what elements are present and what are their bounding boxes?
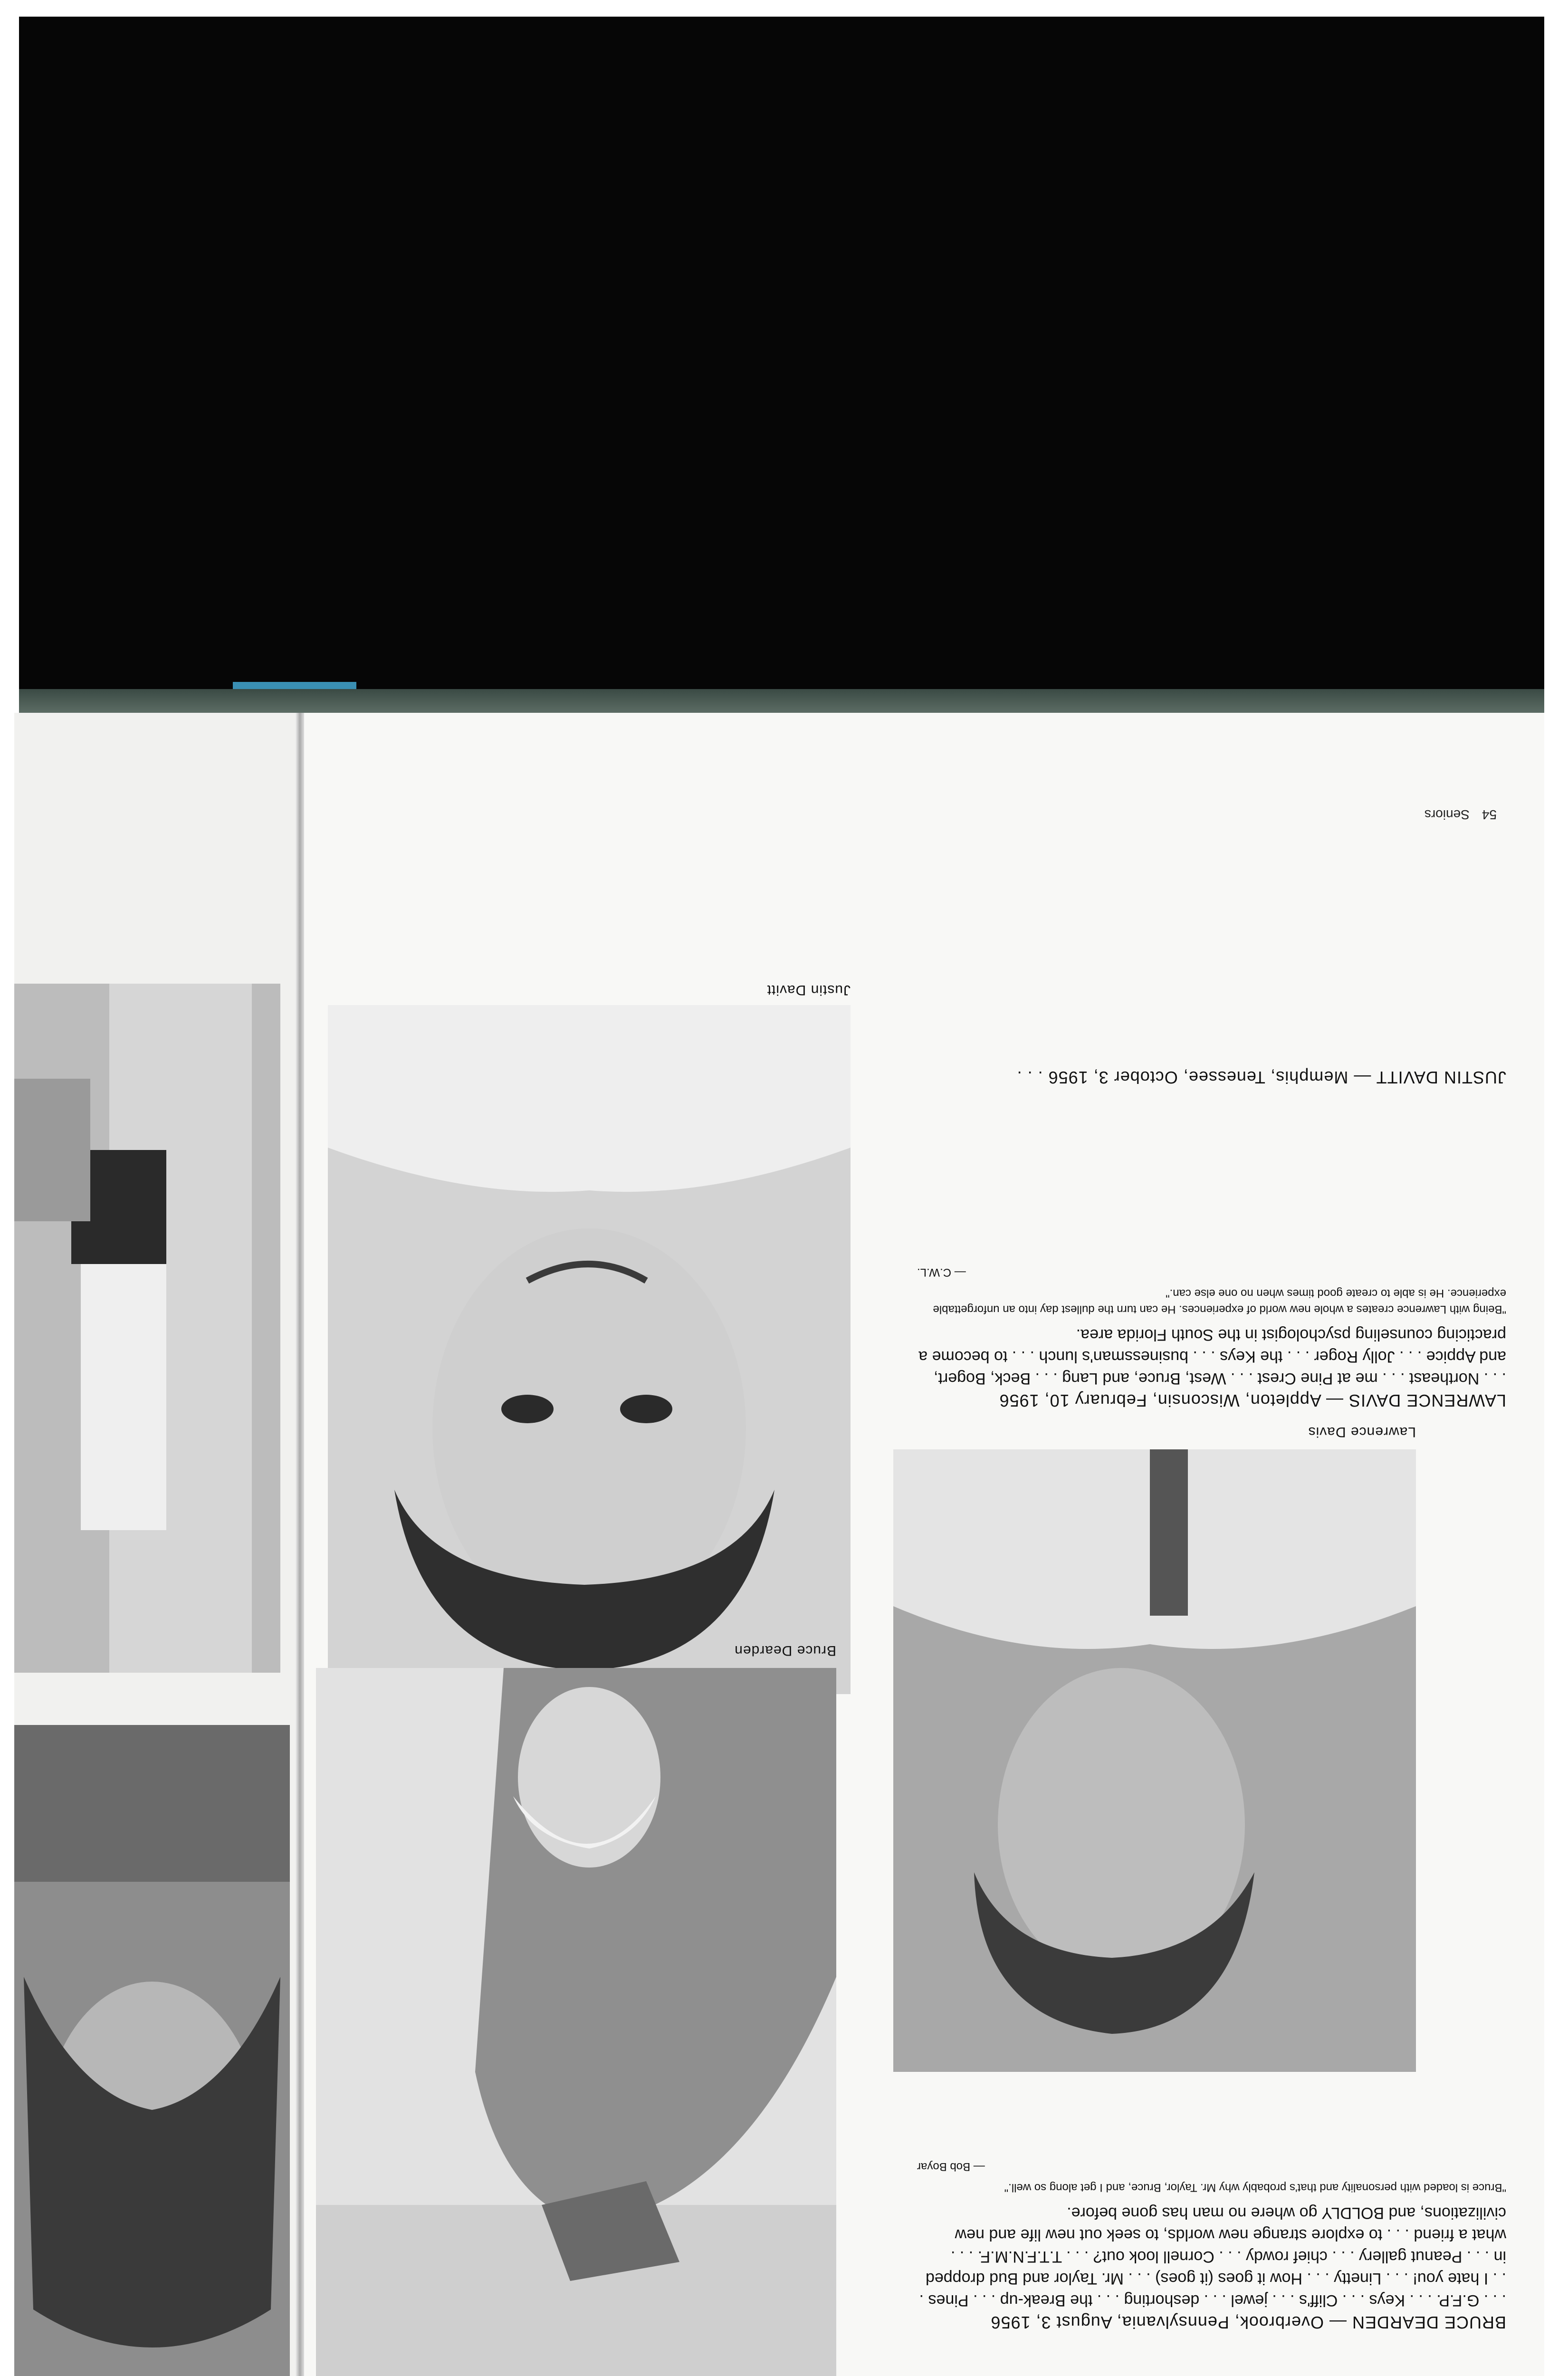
bio-signature: — C.W.L. — [917, 1266, 966, 1279]
yearbook-page-rotated — [14, 713, 1544, 2376]
bio-body: . . . G.F.P. . . . Keys . . . Cliff's . . . jewel . . . deshorting . . . the Break-up . . . Pines . . . I hate you! . . . Linetty . . . How it goes (it goes) . . . Mr. Taylor and Bud dropped in . . . Peanut gallery . . . chief rowdy . . . Cornell look out? . . . T.T.F.N.M.F. . . . what a friend . . . to explore strange new worlds, to seek out new life and new civilizations, and BOLDLY go where no man has gone before. — [919, 2204, 1506, 2309]
bio-quote: "Being with Lawrence creates a whole new world of experiences. He can turn the dullest day into an unforgettable experience. He is able to create good times when no one else can." — [933, 1287, 1506, 1316]
facing-page-sports-photo — [14, 984, 280, 1673]
photo-caption: Justin Davitt — [766, 982, 851, 998]
senior-bio-davis — [917, 1264, 1506, 1411]
bruce-dearden-photo — [316, 1668, 836, 2376]
page-number: 54 — [1482, 807, 1497, 822]
bio-name-line: BRUCE DEARDEN — Overbrook, Pennsylvania, August 3, 1956 — [990, 2313, 1506, 2332]
facing-page-portrait-photo — [14, 1725, 290, 2376]
scanner-background — [19, 17, 1544, 691]
bio-quote: "Bruce is loaded with personality and that's probably why Mr. Taylor, Bruce, and I get along so well." — [1004, 2181, 1506, 2194]
bio-name-line: LAWRENCE DAVIS — Appleton, Wisconsin, February 10, 1956 — [999, 1391, 1506, 1410]
page-gutter — [296, 713, 304, 2376]
senior-bio-davitt — [917, 1066, 1506, 1088]
page-folio — [1412, 807, 1497, 822]
photo-caption: Lawrence Davis — [1308, 1424, 1416, 1440]
section-name: Seniors — [1424, 807, 1470, 822]
bio-body: . . . Northeast . . . me at Pine Crest . . . West, Bruce, and Lang . . . Beck, Bogert, and Appice . . . Jolly Roger . . . the Keys . . . businessman's lunch . . . to become a practicing counseling psychologist in the South Florida area. — [918, 1326, 1506, 1388]
bio-name-line: JUSTIN DAVITT — Memphis, Tenessee, October 3, 1956 . . . — [1016, 1068, 1506, 1087]
photo-caption: Bruce Dearden — [734, 1643, 836, 1658]
senior-bio-dearden — [917, 2158, 1506, 2333]
justin-davitt-portrait-photo — [328, 1005, 851, 1694]
bio-signature: — Bob Boyar — [917, 2160, 985, 2173]
lawrence-davis-portrait-photo — [893, 1449, 1416, 2072]
book-binding-edge — [19, 689, 1544, 713]
